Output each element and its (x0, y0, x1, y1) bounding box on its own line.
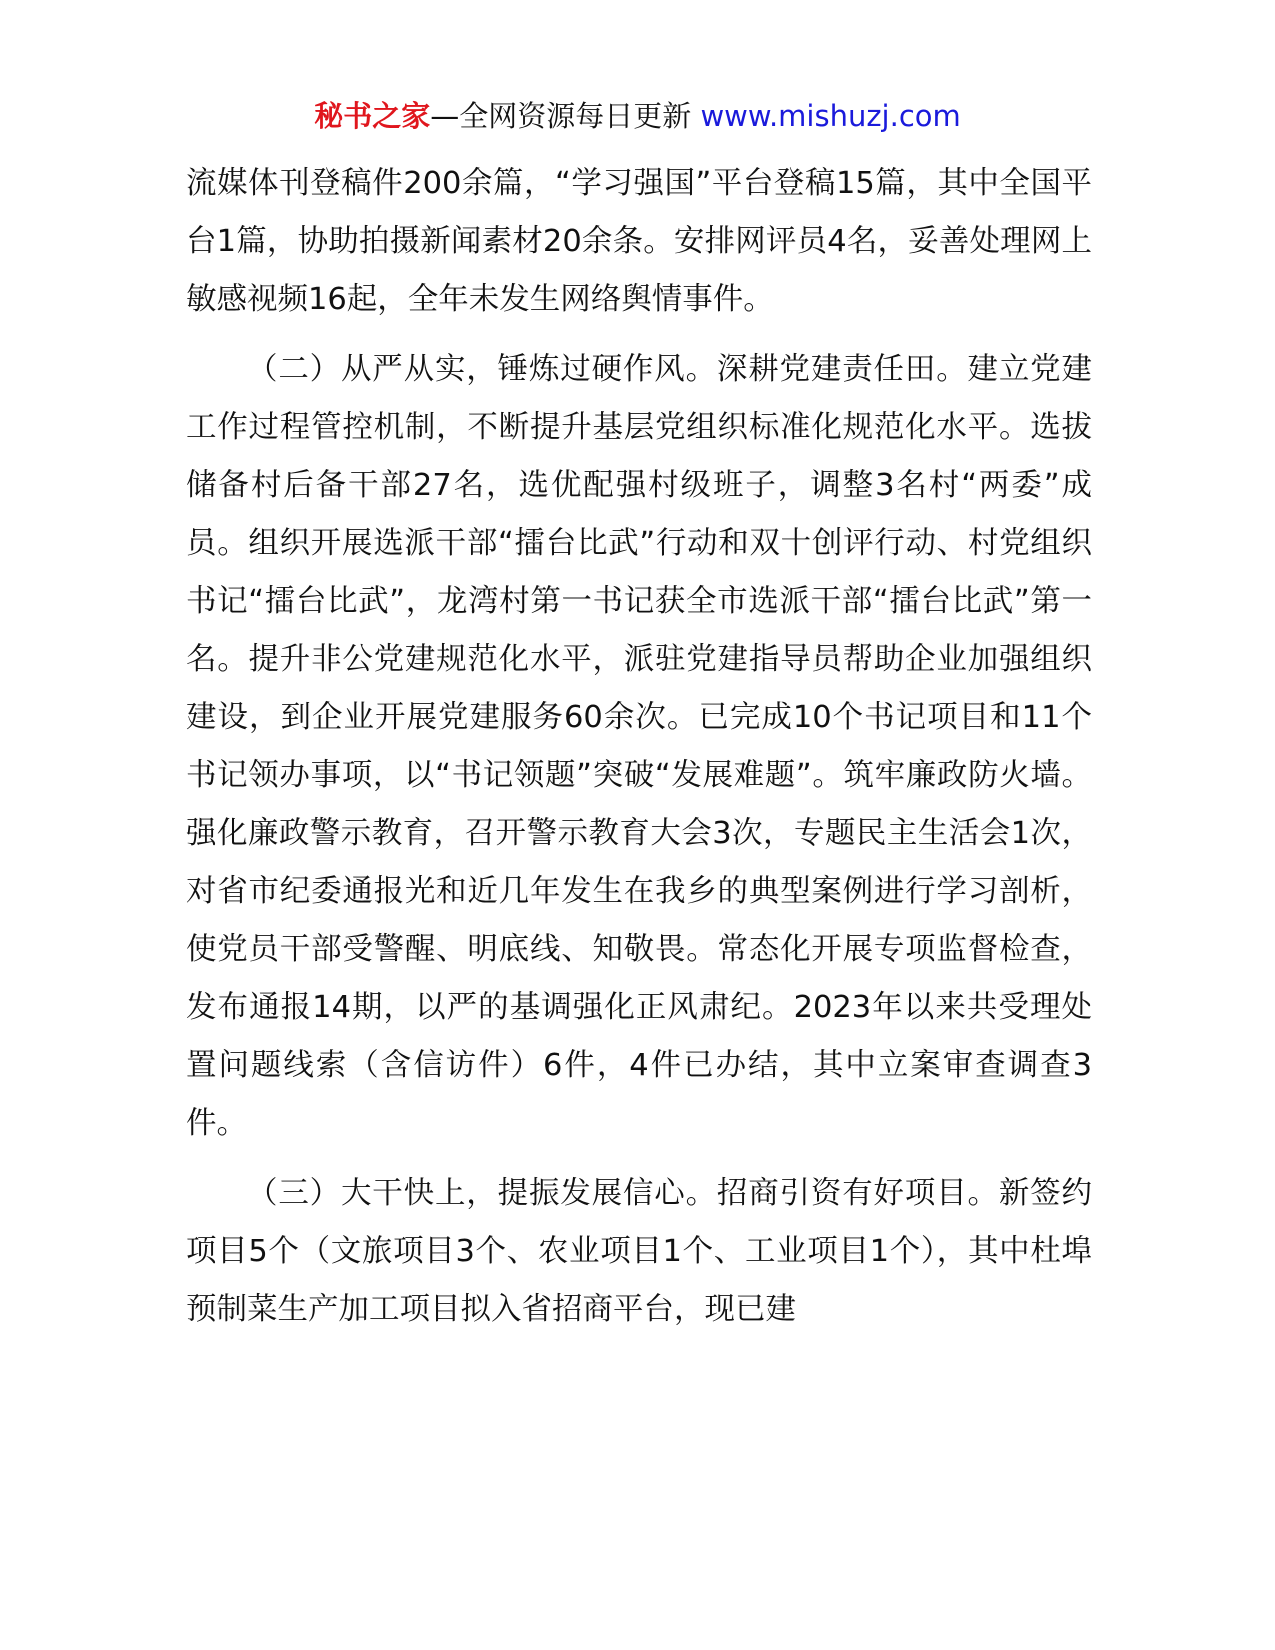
site-url-link[interactable]: www.mishuzj.com (700, 99, 961, 133)
header-tagline: —全网资源每日更新 (430, 99, 692, 133)
page-header (0, 96, 1275, 136)
document-body (186, 155, 1092, 1339)
paragraph-section-three: （三）大干快上，提振发展信心。招商引资有好项目。新签约项目5个（文旅项目3个、农业项目1个、工业项目1个），其中杜埠预制菜生产加工项目拟入省招商平台，现已建 (186, 1176, 1092, 1327)
paragraph-continuation: 流媒体刊登稿件200余篇，“学习强国”平台登稿15篇，其中全国平台1篇，协助拍摄新闻素材20余条。安排网评员4名，妥善处理网上敏感视频16起，全年未发生网络舆情事件。 (186, 166, 1092, 317)
brand-name: 秘书之家 (314, 99, 431, 133)
paragraph-section-two: （二）从严从实，锤炼过硬作风。深耕党建责任田。建立党建工作过程管控机制，不断提升基层党组织标准化规范化水平。选拔储备村后备干部27名，选优配强村级班子，调整3名村“两委”成员。组织开展选派干部“擂台比武”行动和双十创评行动、村党组织书记“擂台比武”，龙湾村第一书记获全市选派干部“擂台比武”第一名。提升非公党建规范化水平，派驻党建指导员帮助企业加强组织建设，到企业开展党建服务60余次。已完成10个书记项目和11个书记领办事项，以“书记领题”突破“发展难题”。筑牢廉政防火墙。强化廉政警示教育，召开警示教育大会3次，专题民主生活会1次，对省市纪委通报光和近几年发生在我乡的典型案例进行学习剖析，使党员干部受警醒、明底线、知敬畏。常态化开展专项监督检查，发布通报14期，以严的基调强化正风肃纪。2023年以来共受理处置问题线索（含信访件）6件，4件已办结，其中立案审查调查3件。 (186, 352, 1092, 1141)
